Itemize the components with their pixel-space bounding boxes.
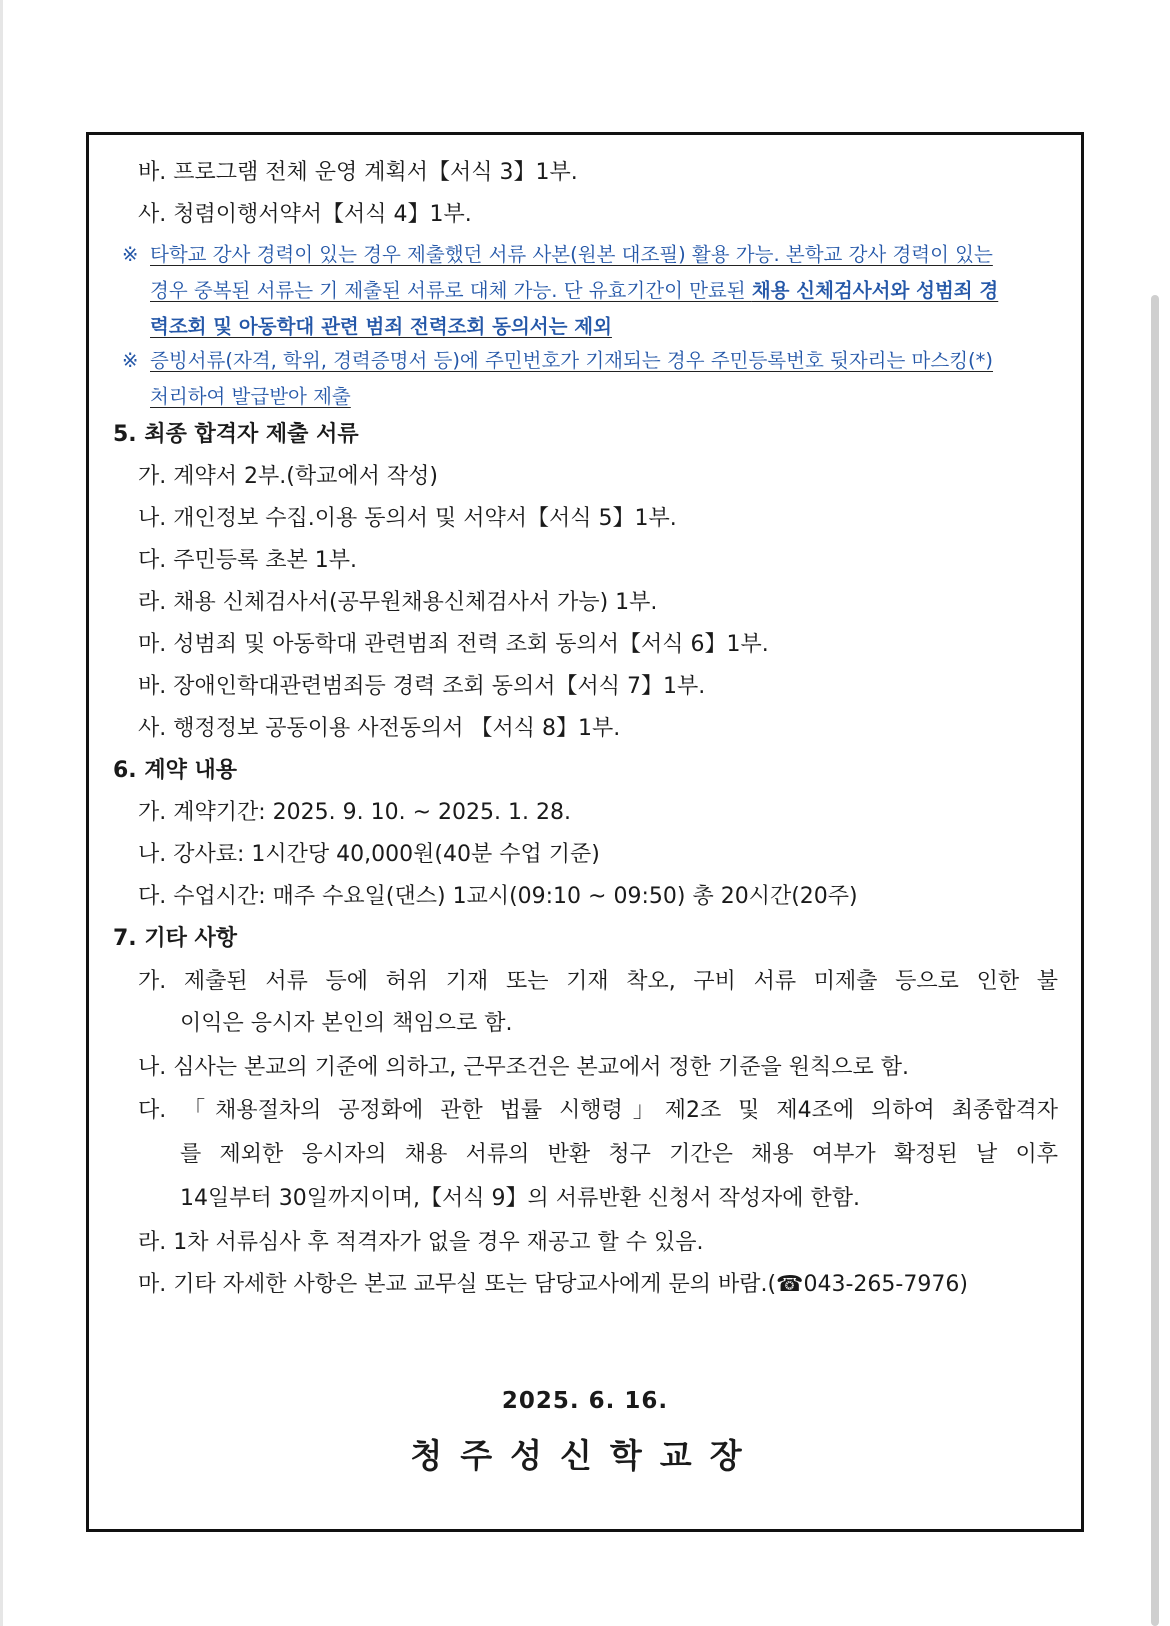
section-5-title: 5. 최종 합격자 제출 서류: [113, 422, 359, 447]
note-mark: ※: [122, 243, 139, 266]
note-line-bold: 력조회 및 아동학대 관련 범죄 전력조회 동의서는 제외: [150, 315, 612, 338]
section-6-item: 나. 강사료: 1시간당 40,000원(40분 수업 기준): [138, 842, 600, 867]
section-7-item-a-cont: 이익은 응시자 본인의 책임으로 함.: [180, 1011, 513, 1036]
section-7-item-c: 다. 「채용절차의 공정화에 관한 법률 시행령」제2조 및 제4조에 의하여 최종합격자: [138, 1098, 1058, 1123]
section-5-item: 나. 개인정보 수집.이용 동의서 및 서약서【서식 5】1부.: [138, 506, 677, 531]
page-edge: [0, 0, 3, 1626]
section-5-item: 사. 행정정보 공동이용 사전동의서 【서식 8】1부.: [138, 716, 621, 741]
section-5-item: 다. 주민등록 초본 1부.: [138, 548, 357, 573]
note-line: 증빙서류(자격, 학위, 경력증명서 등)에 주민번호가 기재되는 경우 주민등록번호 뒷자리는 마스킹(*): [150, 349, 994, 372]
section-5-item: 바. 장애인학대관련범죄등 경력 조회 동의서【서식 7】1부.: [138, 674, 706, 699]
section-7-item-d: 라. 1차 서류심사 후 적격자가 없을 경우 재공고 할 수 있음.: [138, 1230, 704, 1255]
note-line: 처리하여 발급받아 제출: [150, 385, 351, 408]
section-7-item-c-cont: 를 제외한 응시자의 채용 서류의 반환 청구 기간은 채용 여부가 확정된 날 이후: [180, 1142, 1058, 1167]
section-5-item: 마. 성범죄 및 아동학대 관련범죄 전력 조회 동의서【서식 6】1부.: [138, 632, 769, 657]
section-5-item: 가. 계약서 2부.(학교에서 작성): [138, 464, 438, 489]
section-5-item: 라. 채용 신체검사서(공무원채용신체검사서 가능) 1부.: [138, 590, 658, 615]
section-7-title: 7. 기타 사항: [113, 926, 237, 951]
form-item-sa: 사. 청렴이행서약서【서식 4】1부.: [138, 202, 472, 227]
section-6-item: 가. 계약기간: 2025. 9. 10. ~ 2025. 1. 28.: [138, 800, 571, 825]
section-6-item: 다. 수업시간: 매주 수요일(댄스) 1교시(09:10 ~ 09:50) 총 20시간(20주): [138, 884, 858, 909]
note-line: 경우 중복된 서류는 기 제출된 서류로 대체 가능. 단 유효기간이 만료된: [150, 279, 752, 302]
section-6-title: 6. 계약 내용: [113, 758, 237, 783]
section-7-item-a: 가. 제출된 서류 등에 허위 기재 또는 기재 착오, 구비 서류 미제출 등으로 인한 불: [138, 969, 1058, 994]
principal-signature: 청주성신학교장: [410, 1436, 760, 1475]
section-7-item-e: 마. 기타 자세한 사항은 본교 교무실 또는 담당교사에게 문의 바람.(☎043-265-7976): [138, 1272, 968, 1297]
section-7-item-b: 나. 심사는 본교의 기준에 의하고, 근무조건은 본교에서 정한 기준을 원칙으로 함.: [138, 1055, 909, 1080]
note-line-bold: 채용 신체검사서와 성범죄 경: [751, 279, 999, 302]
note-line: 타학교 강사 경력이 있는 경우 제출했던 서류 사본(원본 대조필) 활용 가능. 본학교 강사 경력이 있는: [150, 243, 993, 266]
scrollbar[interactable]: [1151, 295, 1159, 1626]
section-7-item-c-cont: 14일부터 30일까지이며,【서식 9】의 서류반환 신청서 작성자에 한함.: [180, 1186, 860, 1211]
form-item-ba: 바. 프로그램 전체 운영 계획서【서식 3】1부.: [138, 160, 578, 185]
announcement-date: 2025. 6. 16.: [501, 1388, 669, 1414]
note-mark: ※: [122, 349, 139, 372]
